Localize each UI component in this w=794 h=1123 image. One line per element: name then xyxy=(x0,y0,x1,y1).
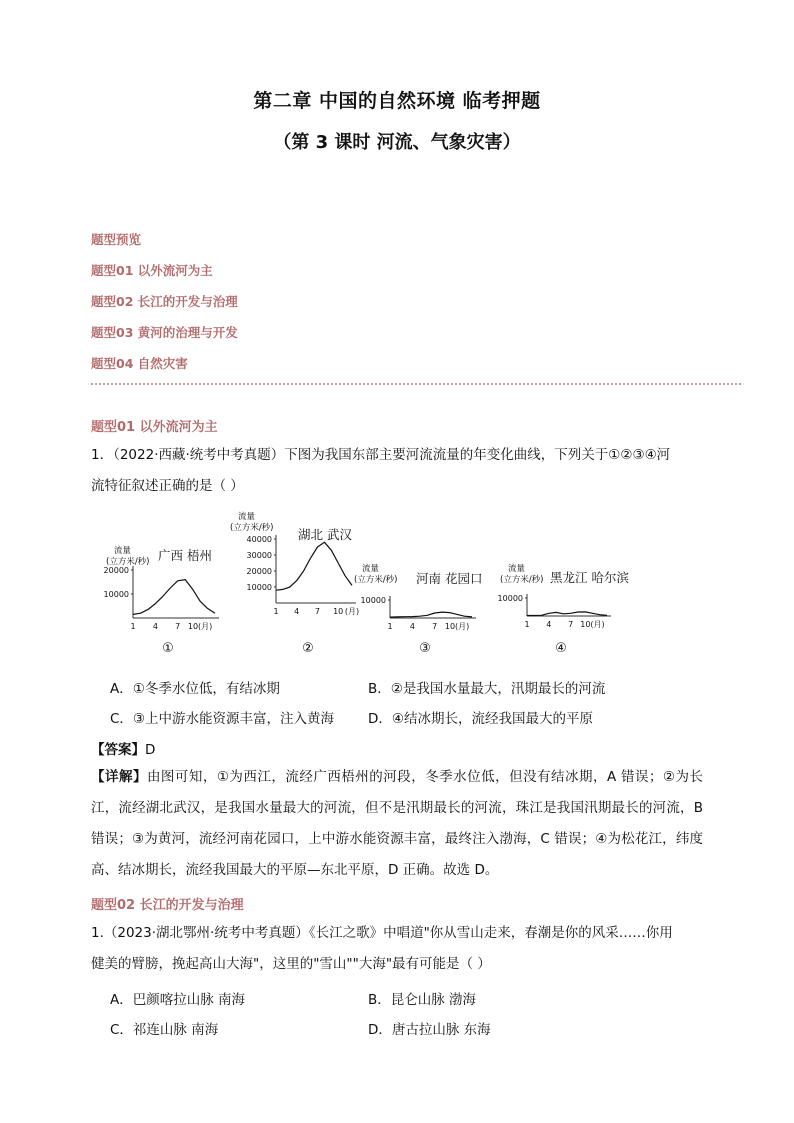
chart-2-ytick-label: 40000 xyxy=(246,535,272,544)
chart-2-xtick-label: (月) xyxy=(344,607,360,616)
answer-label: 【答案】 xyxy=(91,742,145,758)
chart-1-ylabel-1: 流量 xyxy=(114,546,132,556)
chart-2-ylabel-1: 流量 xyxy=(238,512,256,522)
answer-line xyxy=(91,738,155,758)
chart-1-xtick-label: 10(月) xyxy=(187,622,213,631)
river-flow-charts xyxy=(0,505,794,655)
toc-item-1[interactable]: 题型01 以外流河为主 xyxy=(91,263,213,278)
chart-1-marker: ① xyxy=(162,641,174,655)
toc-item-4[interactable]: 题型04 自然灾害 xyxy=(91,356,188,371)
chart-2-ylabel-2: (立方米/秒) xyxy=(230,523,274,533)
explanation xyxy=(91,762,703,886)
chart-3-flow-line xyxy=(390,612,472,617)
chart-3-xtick-label: 1 xyxy=(387,622,393,631)
chart-1-ylabel-2: (立方米/秒) xyxy=(106,557,150,567)
section-divider xyxy=(91,383,741,385)
chart-3-ylabel-1: 流量 xyxy=(362,564,380,574)
chart-4-ylabel-2: (立方米/秒) xyxy=(500,575,544,585)
toc-item-2[interactable]: 题型02 长江的开发与治理 xyxy=(91,294,238,309)
question-2-line-1: 1.（2023·湖北鄂州·统考中考真题）《长江之歌》中唱道"你从雪山走来，春潮是你的风采……你用 xyxy=(91,925,673,941)
q2-option-a[interactable]: A．巴颜喀拉山脉 南海 xyxy=(110,992,246,1008)
chart-1-flow-line xyxy=(133,580,215,615)
question-1-line-1: 1．（2022·西藏·统考中考真题）下图为我国东部主要河流流量的年变化曲线，下列关于①②③④河 xyxy=(91,447,671,463)
chart-2-ytick-label: 10000 xyxy=(246,583,272,592)
chart-4-ytick-label: 10000 xyxy=(497,594,523,603)
page-subtitle: （第 3 课时 河流、气象灾害） xyxy=(273,132,521,153)
option-a[interactable]: A．①冬季水位低，有结冰期 xyxy=(110,681,280,697)
chart-2-flow-line xyxy=(276,542,352,590)
chart-2-xtick-label: 1 xyxy=(273,607,279,616)
chart-1-ytick-label: 20000 xyxy=(103,566,129,575)
chart-3-ytick-label: 10000 xyxy=(360,596,386,605)
chart-1-ytick-label: 10000 xyxy=(103,590,129,599)
chart-2-xtick-label: 7 xyxy=(314,607,321,616)
section-heading-2: 题型02 长江的开发与治理 xyxy=(91,898,244,913)
q2-option-b[interactable]: B．昆仑山脉 渤海 xyxy=(368,992,477,1008)
toc-heading: 题型预览 xyxy=(91,232,142,247)
explanation-label: 【详解】 xyxy=(91,769,147,785)
chart-2-xtick-label: 4 xyxy=(294,607,300,616)
answer-value: D xyxy=(145,742,156,758)
chart-3-title: 河南 花园口 xyxy=(416,571,483,586)
chart-2-ytick-label: 30000 xyxy=(246,551,272,560)
chart-3-marker: ③ xyxy=(419,641,431,655)
option-b[interactable]: B．②是我国水量最大，汛期最长的河流 xyxy=(368,681,606,697)
chart-1-xtick-label: 4 xyxy=(152,622,158,631)
section-heading-1: 题型01 以外流河为主 xyxy=(91,420,218,435)
chart-4-flow-line xyxy=(527,612,607,616)
toc-item-3[interactable]: 题型03 黄河的治理与开发 xyxy=(91,325,238,340)
chart-2-xtick-label: 10 xyxy=(333,607,344,616)
chart-4-ylabel-1: 流量 xyxy=(508,564,526,574)
explanation-text: 由图可知，①为西江，流经广西梧州的河段，冬季水位低，但没有结冰期，A 错误；②为长江，流经湖北武汉，是我国水量最大的河流，但不是汛期最长的河流，珠江是我国汛期最长的河流，B 错误；③为黄河，流经河南花园口，上中游水能资源丰富，最终注入渤海，C 错误；④为松花江，纬度高、结冰期长，流经我国最大的平原—东北平原，D 正确。故选 D。 xyxy=(91,769,704,878)
chart-3-xtick-label: 10(月) xyxy=(444,622,470,631)
chart-1-xtick-label: 7 xyxy=(175,622,181,631)
chart-4-title: 黑龙江 哈尔滨 xyxy=(550,570,629,585)
chart-3-xtick-label: 4 xyxy=(409,622,415,631)
chart-3-xtick-label: 7 xyxy=(432,622,438,631)
chart-4-marker: ④ xyxy=(555,641,567,655)
chart-3-ylabel-2: (立方米/秒) xyxy=(354,575,398,585)
q2-option-c[interactable]: C．祁连山脉 南海 xyxy=(110,1022,219,1038)
chart-2-title: 湖北 武汉 xyxy=(298,527,352,542)
chart-4-xtick-label: 4 xyxy=(546,620,552,629)
chart-4-xtick-label: 1 xyxy=(524,620,530,629)
page-title: 第二章 中国的自然环境 临考押题 xyxy=(253,90,541,112)
chart-4-xtick-label: 10(月) xyxy=(580,620,605,629)
chart-2-ytick-label: 20000 xyxy=(246,567,272,576)
question-2-line-2: 健美的臂膀，挽起高山大海"，这里的"雪山""大海"最有可能是（ ） xyxy=(91,956,491,972)
option-c[interactable]: C．③上中游水能资源丰富，注入黄海 xyxy=(110,711,335,727)
option-d[interactable]: D．④结冰期长，流经我国最大的平原 xyxy=(368,711,593,727)
chart-1-title: 广西 梧州 xyxy=(158,548,212,563)
chart-1-xtick-label: 1 xyxy=(130,622,136,631)
chart-4-xtick-label: 7 xyxy=(568,620,574,629)
question-1-line-2: 流特征叙述正确的是（ ） xyxy=(91,478,244,494)
chart-2-marker: ② xyxy=(302,641,314,655)
q2-option-d[interactable]: D．唐古拉山脉 东海 xyxy=(368,1022,491,1038)
